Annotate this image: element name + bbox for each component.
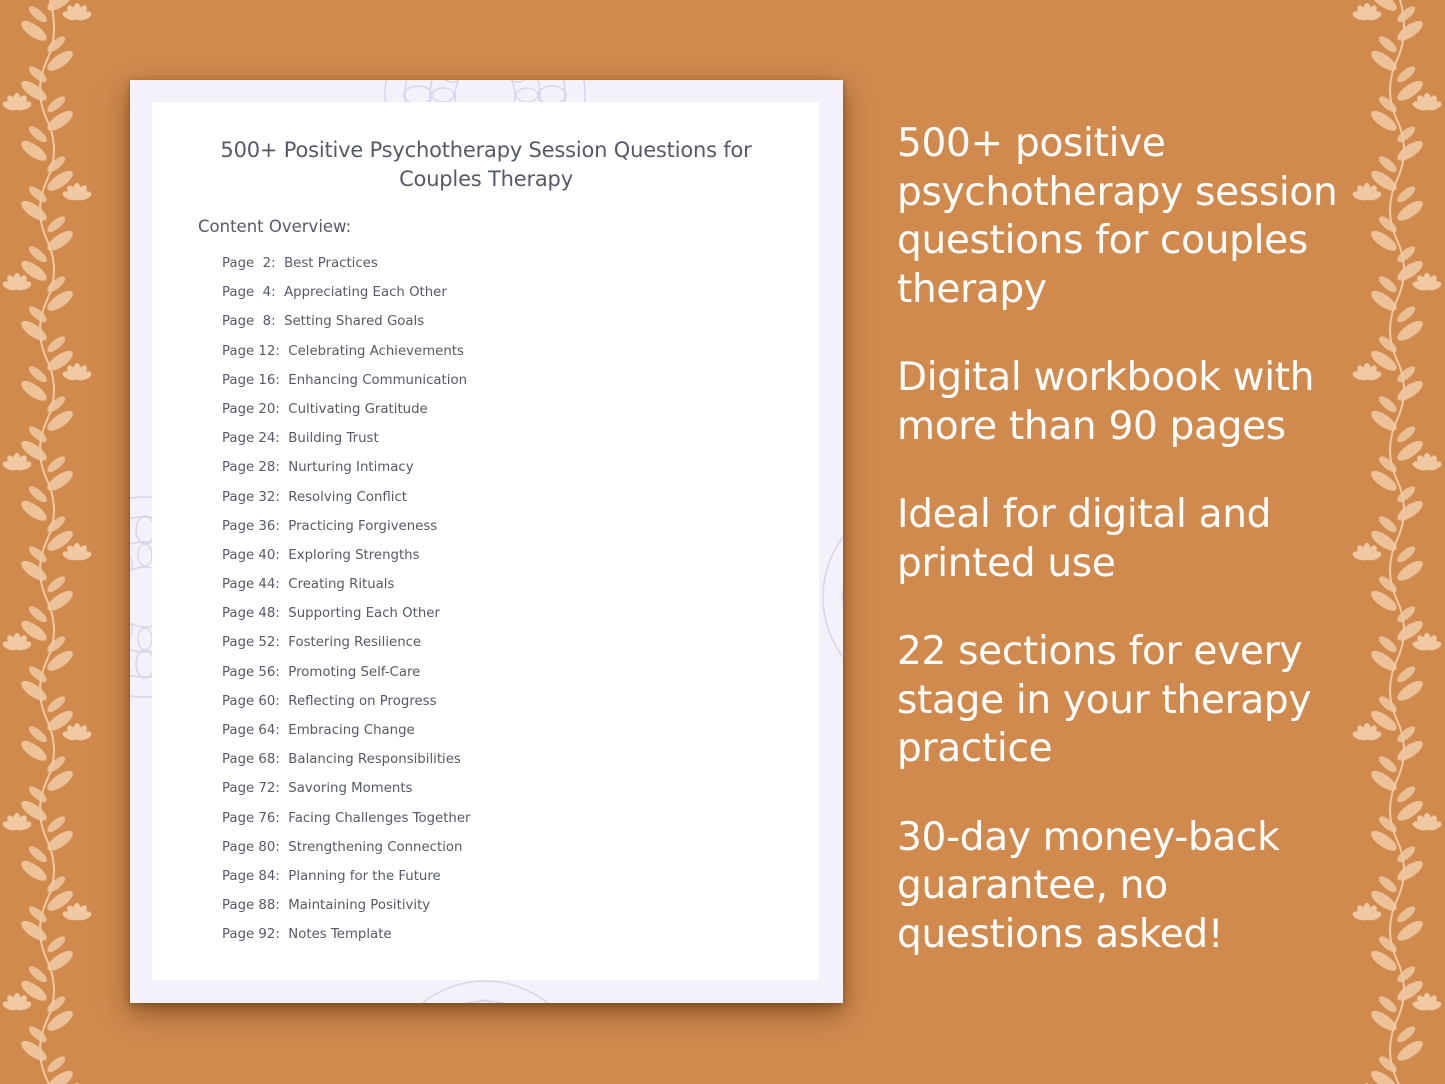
toc-entry (222, 283, 471, 312)
toc-section-title: Cultivating Gratitude (288, 401, 428, 417)
toc-section-title: Facing Challenges Together (288, 810, 471, 826)
toc-section-title: Maintaining Positivity (288, 898, 431, 914)
feature-item: Ideal for digital and printed use (897, 492, 1272, 586)
toc-section-title: Resolving Conflict (288, 489, 407, 505)
toc-section-title: Savoring Moments (288, 781, 413, 797)
floral-vine-icon (0, 0, 95, 1084)
feature-item: 30-day money-back guarantee, no questions asked! (897, 814, 1280, 957)
toc-entry (222, 721, 471, 750)
toc-entry (222, 429, 471, 458)
toc-section-title: Setting Shared Goals (284, 314, 425, 330)
toc-entry (222, 371, 471, 400)
toc-section-title: Exploring Strengths (288, 547, 420, 563)
toc-page-number: Page 28: (222, 460, 280, 476)
toc-entry (222, 633, 471, 662)
feature-item: Digital workbook with more than 90 pages (897, 355, 1315, 449)
toc-section-title: Enhancing Communication (288, 372, 468, 388)
toc-page-number: Page 44: (222, 577, 280, 593)
toc-entry (222, 604, 471, 633)
toc-entry (222, 663, 471, 692)
toc-section-title: Strengthening Connection (288, 839, 463, 855)
floral-vine-left (0, 0, 95, 1084)
toc-section-title: Building Trust (288, 431, 379, 447)
feature-list (897, 120, 1347, 999)
toc-section-title: Best Practices (284, 256, 378, 271)
toc-section-title: Notes Template (288, 927, 392, 943)
mandala-icon (380, 976, 590, 1003)
toc-entry (222, 458, 471, 487)
toc-page-number: Page 60: (222, 693, 280, 709)
toc-page-number: Page 76: (222, 810, 280, 826)
toc-entry (222, 750, 471, 779)
toc-section-title: Promoting Self-Care (288, 664, 421, 680)
toc-page-number: Page 32: (222, 489, 280, 505)
toc-page-number: Page 36: (222, 518, 280, 534)
toc-entry (222, 575, 471, 604)
toc-section-title: Embracing Change (288, 723, 415, 738)
content-overview-heading: Content Overview: (198, 217, 352, 236)
toc-section-title: Reflecting on Progress (288, 693, 437, 709)
floral-vine-icon (1350, 0, 1445, 1084)
toc-section-title: Fostering Resilience (288, 635, 422, 651)
toc-page-number: Page 64: (222, 723, 280, 738)
toc-section-title: Appreciating Each Other (284, 285, 447, 301)
toc-page-number: Page 52: (222, 635, 280, 651)
toc-section-title: Nurturing Intimacy (288, 460, 414, 476)
floral-vine-right (1350, 0, 1445, 1084)
toc-entry (222, 692, 471, 721)
toc-entry (222, 925, 471, 954)
table-of-contents (222, 254, 471, 955)
toc-entry (222, 517, 471, 546)
toc-page-number: Page 4: (222, 285, 276, 301)
feature-item: 22 sections for every stage in your therapy practice (897, 629, 1312, 771)
toc-page-number: Page 48: (222, 606, 280, 622)
toc-page-number: Page 20: (222, 401, 280, 417)
workbook-page-preview (130, 80, 843, 1003)
toc-page-number: Page 92: (222, 927, 280, 943)
toc-entry (222, 896, 471, 925)
toc-page-number: Page 68: (222, 752, 280, 768)
document-title: 500+ Positive Psychotherapy Session Questions for Couples Therapy (220, 138, 752, 191)
toc-page-number: Page 80: (222, 839, 280, 855)
toc-page-number: Page 84: (222, 868, 280, 884)
toc-entry (222, 342, 471, 371)
workbook-page-content (152, 102, 819, 980)
toc-page-number: Page 12: (222, 343, 280, 359)
toc-entry (222, 838, 471, 867)
toc-section-title: Balancing Responsibilities (288, 752, 461, 768)
toc-page-number: Page 56: (222, 664, 280, 680)
toc-section-title: Planning for the Future (288, 868, 441, 884)
toc-section-title: Celebrating Achievements (288, 343, 464, 359)
toc-page-number: Page 40: (222, 547, 280, 563)
toc-entry (222, 546, 471, 575)
mandala-icon (818, 492, 843, 702)
toc-section-title: Creating Rituals (288, 577, 395, 593)
toc-section-title: Supporting Each Other (288, 606, 440, 622)
toc-page-number: Page 2: (222, 256, 276, 271)
toc-page-number: Page 88: (222, 898, 280, 914)
toc-page-number: Page 72: (222, 781, 280, 797)
toc-page-number: Page 8: (222, 314, 276, 330)
toc-entry (222, 809, 471, 838)
toc-page-number: Page 24: (222, 431, 280, 447)
toc-entry (222, 312, 471, 341)
feature-item: 500+ positive psychotherapy session questions for couples therapy (897, 121, 1338, 312)
toc-entry (222, 254, 471, 283)
toc-entry (222, 867, 471, 896)
toc-entry (222, 488, 471, 517)
toc-section-title: Practicing Forgiveness (288, 518, 438, 534)
toc-page-number: Page 16: (222, 372, 280, 388)
toc-entry (222, 779, 471, 808)
toc-entry (222, 400, 471, 429)
